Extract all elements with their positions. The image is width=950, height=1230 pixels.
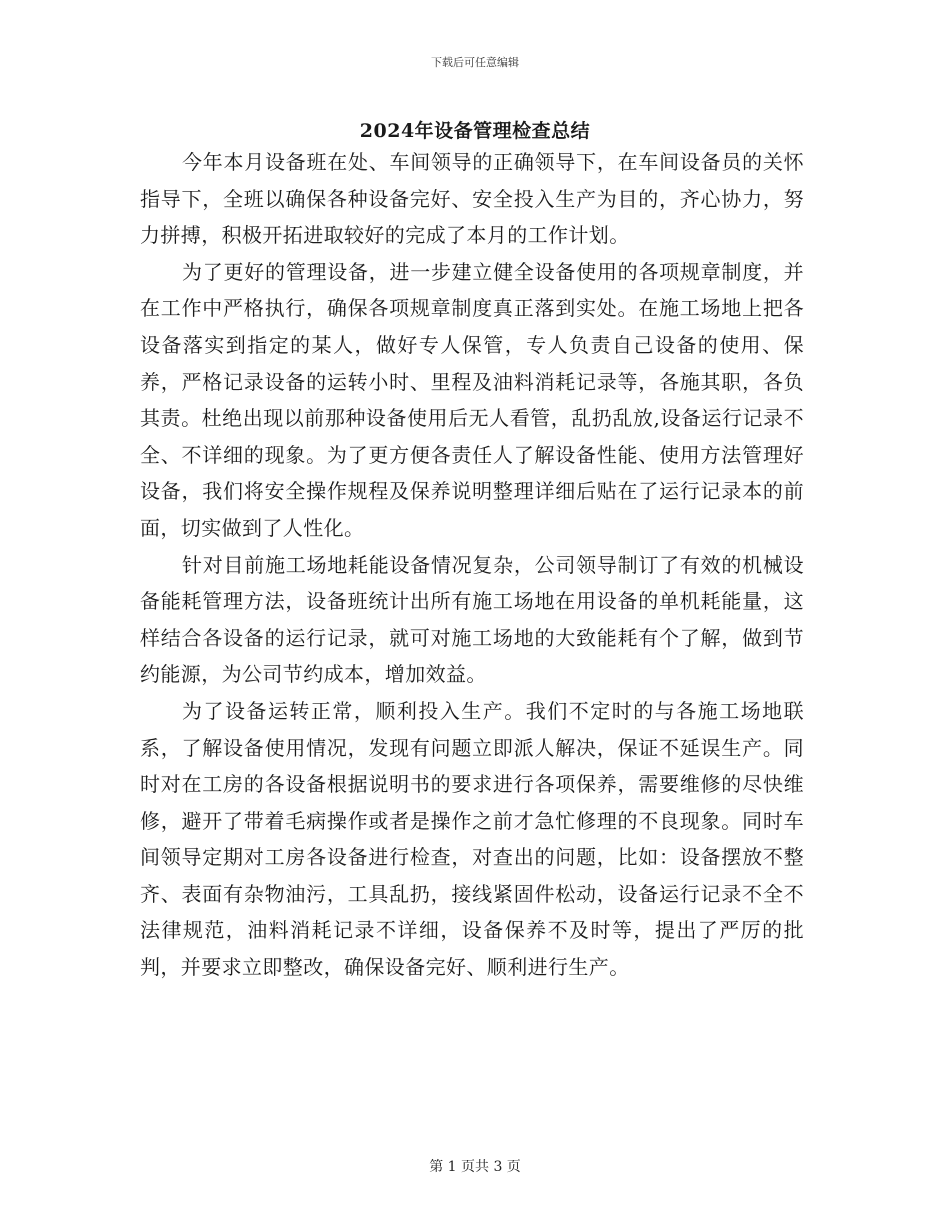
- header-note: 下载后可任意编辑: [431, 56, 519, 69]
- paragraph-4: 为了设备运转正常，顺利投入生产。我们不定时的与各施工场地联系，了解设备使用情况，发现有问题立即派人解决，保证不延误生产。同时对在工房的各设备根据说明书的要求进行各项保养，需要维修的尽快维修，避开了带着毛病操作或者是操作之前才急忙修理的不良现象。同时车间领导定期对工房各设备进行检查，对查出的问题，比如：设备摆放不整齐、表面有杂物油污，工具乱扔，接线紧固件松动，设备运行记录不全不法律规范，油料消耗记录不详细，设备保养不及时等，提出了严厉的批判，并要求立即整改，确保设备完好、顺利进行生产。: [140, 698, 804, 980]
- document-body: [140, 144, 804, 986]
- paragraph-1: 今年本月设备班在处、车间领导的正确领导下，在车间设备员的关怀指导下，全班以确保各种设备完好、安全投入生产为目的，齐心协力，努力拼搏，积极开拓进取较好的完成了本月的工作计划。: [140, 150, 804, 248]
- page-footer: 第 1 页共 3 页: [429, 1159, 521, 1175]
- document-title: 2024年设备管理检查总结: [359, 120, 591, 142]
- paragraph-3: 针对目前施工场地耗能设备情况复杂，公司领导制订了有效的机械设备能耗管理方法，设备班统计出所有施工场地在用设备的单机耗能量，这样结合各设备的运行记录，就可对施工场地的大致能耗有个了解，做到节约能源，为公司节约成本，增加效益。: [140, 552, 804, 687]
- paragraph-2: 为了更好的管理设备，进一步建立健全设备使用的各项规章制度，并在工作中严格执行，确保各项规章制度真正落到实处。在施工场地上把各设备落实到指定的某人，做好专人保管，专人负责自己设备的使用、保养，严格记录设备的运转小时、里程及油料消耗记录等，各施其职，各负其责。杜绝出现以前那种设备使用后无人看管，乱扔乱放,设备运行记录不全、不详细的现象。为了更方便各责任人了解设备性能、使用方法管理好设备，我们将安全操作规程及保养说明整理详细后贴在了运行记录本的前面，切实做到了人性化。: [140, 259, 804, 540]
